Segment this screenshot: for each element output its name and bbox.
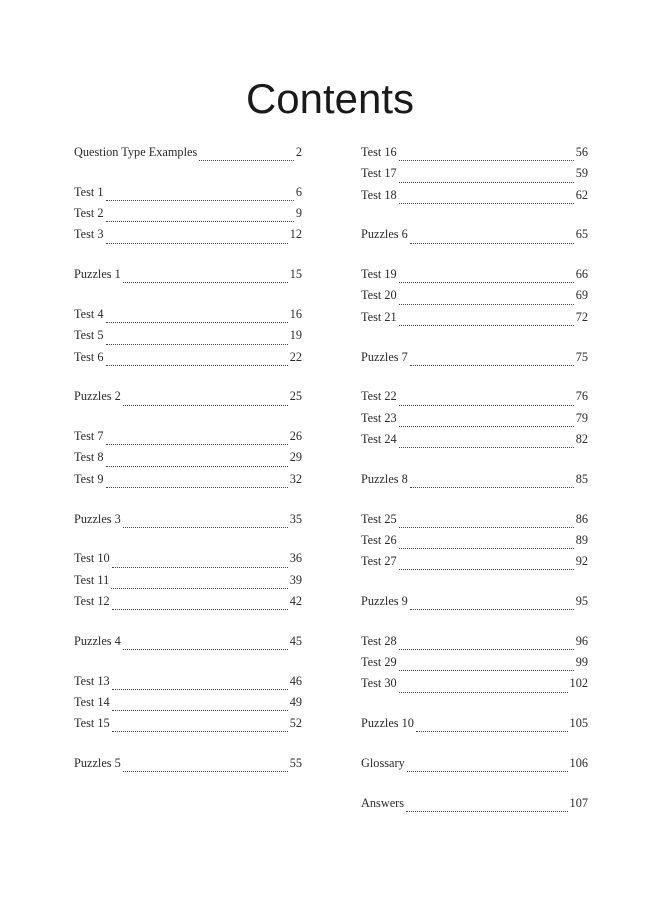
entry-label: Test 19 (361, 267, 397, 282)
entry-label: Test 11 (74, 572, 110, 587)
dot-leader (106, 200, 294, 201)
entry-label: Test 24 (361, 431, 397, 446)
dot-leader (112, 689, 288, 690)
entry-page-number: 79 (575, 410, 588, 425)
entry-page-number: 95 (575, 593, 588, 608)
contents-entry[interactable] (74, 307, 302, 328)
contents-entry[interactable] (361, 472, 588, 493)
entry-label: Puzzles 8 (361, 471, 408, 486)
dot-leader (106, 487, 288, 488)
contents-entry[interactable] (74, 472, 302, 493)
contents-entry[interactable] (361, 796, 588, 817)
entry-label: Test 16 (361, 145, 397, 159)
entry-page-number: 45 (289, 633, 302, 648)
entry-page-number: 29 (289, 450, 302, 465)
entry-page-number: 107 (569, 795, 588, 810)
entry-page-number: 76 (575, 389, 588, 404)
dot-leader (399, 182, 574, 183)
entry-label: Test 25 (361, 511, 397, 526)
group-spacer (361, 453, 588, 472)
group-spacer (74, 655, 302, 674)
dot-leader (399, 160, 574, 161)
contents-entry[interactable] (74, 573, 302, 594)
entry-label: Puzzles 10 (361, 716, 414, 731)
entry-label: Test 21 (361, 309, 397, 324)
entry-page-number: 105 (569, 716, 588, 731)
entry-page-number: 66 (575, 267, 588, 282)
contents-entry[interactable] (361, 166, 588, 187)
contents-entry[interactable] (361, 756, 588, 777)
group-spacer (74, 411, 302, 430)
entry-page-number: 102 (569, 676, 588, 691)
dot-leader (406, 811, 568, 812)
entry-page-number: 36 (289, 551, 302, 566)
contents-entry[interactable] (361, 676, 588, 697)
contents-entry[interactable] (361, 594, 588, 615)
group-spacer (74, 533, 302, 552)
entry-label: Test 14 (74, 694, 110, 709)
contents-entry[interactable] (74, 551, 302, 572)
group-spacer (361, 249, 588, 268)
contents-column-left (74, 145, 302, 777)
entry-label: Test 13 (74, 673, 110, 688)
group-spacer (361, 698, 588, 717)
dot-leader (399, 447, 574, 448)
entry-label: Puzzles 2 (74, 389, 121, 404)
entry-page-number: 96 (575, 633, 588, 648)
contents-entry[interactable] (74, 389, 302, 410)
entry-page-number: 62 (575, 187, 588, 202)
entry-page-number: 6 (295, 184, 302, 199)
contents-entry[interactable] (361, 634, 588, 655)
entry-page-number: 15 (289, 267, 302, 282)
group-spacer (361, 331, 588, 350)
dot-leader (399, 692, 568, 693)
entry-label: Puzzles 1 (74, 267, 121, 282)
entry-label: Answers (361, 795, 405, 810)
entry-page-number: 12 (289, 227, 302, 242)
entry-label: Test 8 (74, 450, 104, 465)
contents-entry[interactable] (361, 267, 588, 288)
group-spacer (74, 371, 302, 390)
entry-label: Test 3 (74, 227, 104, 242)
group-spacer (361, 777, 588, 796)
contents-entry[interactable] (74, 145, 302, 166)
contents-entry[interactable] (74, 674, 302, 695)
contents-entry[interactable] (361, 350, 588, 371)
dot-leader (106, 365, 288, 366)
dot-leader (112, 609, 288, 610)
contents-entry[interactable] (74, 634, 302, 655)
entry-page-number: 99 (575, 655, 588, 670)
group-spacer (74, 166, 302, 185)
entry-page-number: 32 (289, 471, 302, 486)
entry-label: Test 18 (361, 187, 397, 202)
entry-label: Puzzles 6 (361, 227, 408, 242)
entry-page-number: 82 (575, 431, 588, 446)
entry-label: Puzzles 5 (74, 755, 121, 770)
entry-page-number: 16 (289, 306, 302, 321)
contents-entry[interactable] (361, 432, 588, 453)
dot-leader (111, 588, 287, 589)
entry-page-number: 22 (289, 349, 302, 364)
entry-page-number: 35 (289, 511, 302, 526)
dot-leader (112, 567, 288, 568)
entry-label: Glossary (361, 755, 405, 770)
dot-leader (106, 444, 288, 445)
entry-page-number: 25 (289, 389, 302, 404)
dot-leader (123, 649, 288, 650)
entry-label: Test 2 (74, 206, 104, 221)
dot-leader (399, 426, 574, 427)
entry-label: Test 22 (361, 389, 397, 404)
dot-leader (399, 670, 574, 671)
dot-leader (106, 221, 294, 222)
dot-leader (106, 344, 288, 345)
dot-leader (123, 527, 288, 528)
contents-entry[interactable] (361, 310, 588, 331)
entry-page-number: 46 (289, 673, 302, 688)
dot-leader (410, 487, 574, 488)
entry-label: Puzzles 9 (361, 593, 408, 608)
dot-leader (399, 548, 574, 549)
entry-label: Test 9 (74, 471, 104, 486)
contents-entry[interactable] (361, 227, 588, 248)
entry-label: Test 10 (74, 551, 110, 566)
contents-entry[interactable] (74, 594, 302, 615)
entry-page-number: 106 (569, 755, 588, 770)
entry-page-number: 52 (289, 716, 302, 731)
entry-label: Puzzles 7 (361, 349, 408, 364)
entry-label: Test 26 (361, 532, 397, 547)
entry-label: Test 28 (361, 633, 397, 648)
contents-entry[interactable] (361, 655, 588, 676)
contents-entry[interactable] (361, 533, 588, 554)
dot-leader (106, 322, 288, 323)
entry-page-number: 49 (289, 694, 302, 709)
group-spacer (361, 737, 588, 756)
entry-page-number: 26 (289, 429, 302, 444)
dot-leader (112, 710, 288, 711)
dot-leader (410, 243, 574, 244)
entry-label: Test 15 (74, 716, 110, 731)
group-spacer (74, 615, 302, 634)
contents-entry[interactable] (361, 288, 588, 309)
group-spacer (74, 737, 302, 756)
entry-label: Test 27 (361, 554, 397, 569)
entry-label: Test 4 (74, 306, 104, 321)
contents-entry[interactable] (74, 429, 302, 450)
contents-entry[interactable] (361, 145, 588, 166)
dot-leader (399, 282, 574, 283)
entry-label: Question Type Examples (74, 145, 198, 159)
dot-leader (416, 731, 568, 732)
entry-page-number: 92 (575, 554, 588, 569)
entry-page-number: 9 (295, 206, 302, 221)
entry-label: Test 12 (74, 593, 110, 608)
entry-label: Test 6 (74, 349, 104, 364)
group-spacer (74, 493, 302, 512)
dot-leader (399, 527, 574, 528)
page-title: Contents (245, 75, 415, 122)
contents-entry[interactable] (74, 695, 302, 716)
entry-page-number: 55 (289, 755, 302, 770)
dot-leader (399, 649, 574, 650)
dot-leader (123, 282, 288, 283)
dot-leader (123, 405, 288, 406)
contents-entry[interactable] (361, 716, 588, 737)
entry-page-number: 39 (289, 572, 302, 587)
entry-label: Test 7 (74, 429, 104, 444)
dot-leader (410, 609, 574, 610)
dot-leader (112, 731, 288, 732)
dot-leader (399, 325, 574, 326)
entry-page-number: 75 (575, 349, 588, 364)
contents-entry[interactable] (361, 554, 588, 575)
group-spacer (361, 209, 588, 228)
contents-column-right (361, 145, 588, 817)
contents-entry[interactable] (361, 411, 588, 432)
contents-entry[interactable] (74, 206, 302, 227)
contents-entry[interactable] (361, 512, 588, 533)
contents-entry[interactable] (74, 512, 302, 533)
dot-leader (199, 160, 294, 161)
dot-leader (106, 243, 288, 244)
dot-leader (399, 569, 574, 570)
entry-page-number: 59 (575, 166, 588, 181)
entry-page-number: 42 (289, 593, 302, 608)
group-spacer (361, 493, 588, 512)
group-spacer (74, 288, 302, 307)
contents-entry[interactable] (361, 389, 588, 410)
entry-label: Test 30 (361, 676, 397, 691)
contents-entry[interactable] (74, 450, 302, 471)
group-spacer (74, 249, 302, 268)
entry-page-number: 19 (289, 328, 302, 343)
entry-label: Test 17 (361, 166, 397, 181)
group-spacer (361, 371, 588, 390)
entry-label: Test 20 (361, 288, 397, 303)
dot-leader (399, 405, 574, 406)
contents-entry[interactable] (74, 227, 302, 248)
dot-leader (123, 771, 288, 772)
entry-label: Puzzles 3 (74, 511, 121, 526)
entry-page-number: 65 (575, 227, 588, 242)
entry-page-number: 85 (575, 471, 588, 486)
contents-entry[interactable] (74, 756, 302, 777)
entry-label: Test 29 (361, 655, 397, 670)
entry-label: Test 5 (74, 328, 104, 343)
group-spacer (361, 575, 588, 594)
dot-leader (407, 771, 568, 772)
entry-page-number: 72 (575, 309, 588, 324)
group-spacer (361, 615, 588, 634)
dot-leader (399, 203, 574, 204)
contents-entry[interactable] (74, 267, 302, 288)
entry-page-number: 89 (575, 532, 588, 547)
dot-leader (106, 466, 288, 467)
contents-entry[interactable] (74, 716, 302, 737)
contents-entry[interactable] (74, 185, 302, 206)
entry-page-number: 56 (575, 145, 588, 159)
entry-label: Test 1 (74, 184, 104, 199)
entry-label: Test 23 (361, 410, 397, 425)
entry-page-number: 86 (575, 511, 588, 526)
dot-leader (399, 304, 574, 305)
contents-entry[interactable] (361, 188, 588, 209)
entry-page-number: 69 (575, 288, 588, 303)
entry-label: Puzzles 4 (74, 633, 121, 648)
entry-page-number: 2 (295, 145, 302, 159)
contents-entry[interactable] (74, 350, 302, 371)
dot-leader (410, 365, 574, 366)
contents-entry[interactable] (74, 328, 302, 349)
